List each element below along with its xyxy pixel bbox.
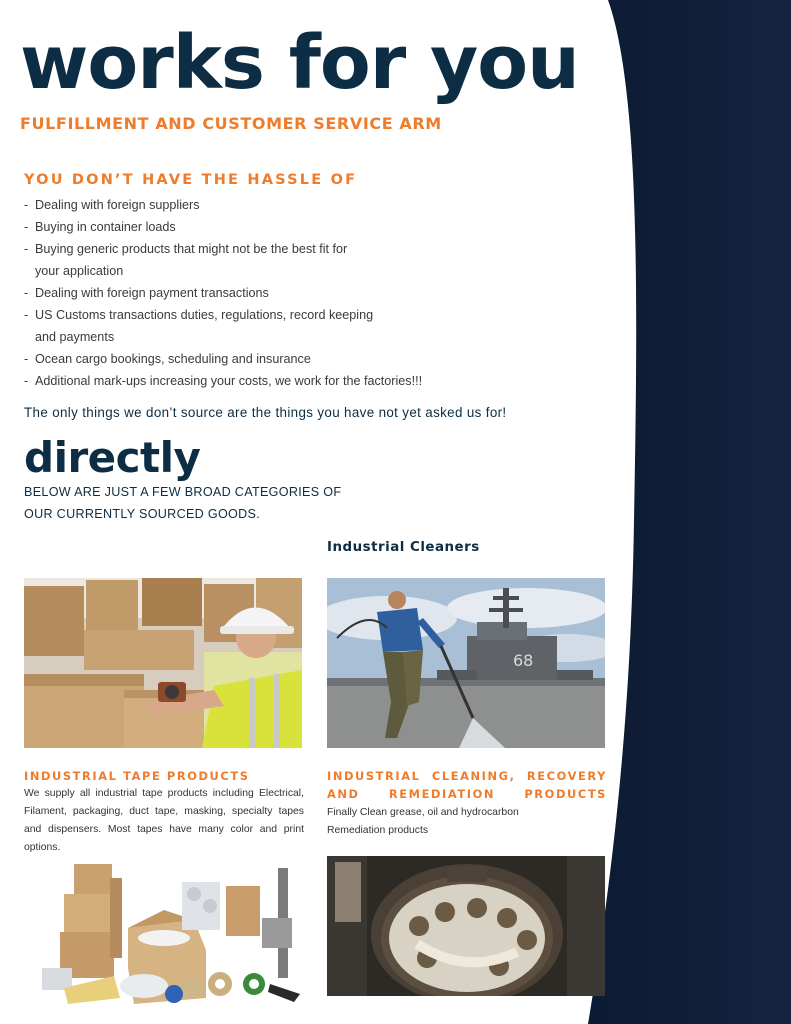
greasy-machinery-photo [327, 856, 605, 996]
hassle-item: - Ocean cargo bookings, scheduling and insurance [24, 348, 435, 370]
ship-hull-number: 68 [513, 651, 534, 670]
hassle-item: - Buying generic products that might not be the best fit for your application [24, 238, 365, 282]
hassle-item: - Buying in container loads [24, 216, 365, 238]
headline: works for you [20, 20, 579, 106]
directly-heading: directly [24, 433, 201, 482]
hassle-item: - US Customs transactions duties, regulations, record keeping and payments [24, 304, 393, 348]
hassle-item: - Additional mark-ups increasing your costs, we work for the factories!!! [24, 370, 455, 392]
hassle-item: - Dealing with foreign payment transactions [24, 282, 365, 304]
subhead: FULFILLMENT AND CUSTOMER SERVICE ARM [20, 114, 442, 133]
cleaning-products-title: INDUSTRIAL CLEANING, RECOVERY AND REMEDIATION PRODUCTS [327, 769, 607, 801]
hassle-list [24, 194, 584, 392]
directly-subtitle: BELOW ARE JUST A FEW BROAD CATEGORIES OF OUR CURRENTLY SOURCED GOODS. [24, 485, 342, 521]
cleaning-products-body: Finally Clean grease, oil and hydrocarbon Remediation products [327, 807, 519, 836]
warehouse-photo [24, 578, 302, 748]
tagline: The only things we don’t source are the things you have not yet asked us for! [24, 405, 507, 420]
industrial-cleaners-label: Industrial Cleaners [327, 540, 480, 555]
pressure-washer-photo [327, 578, 605, 748]
hassle-item: - Dealing with foreign suppliers [24, 194, 365, 216]
packaging-products-photo [24, 858, 304, 1008]
tape-products-title: INDUSTRIAL TAPE PRODUCTS [24, 769, 250, 783]
tape-products-body: We supply all industrial tape products including Electrical, Filament, packaging, duct tape, masking, specialty tapes and dispensers. Most tapes have many color and print options. [24, 788, 304, 853]
hassle-title: YOU DON’T HAVE THE HASSLE OF [24, 172, 358, 188]
